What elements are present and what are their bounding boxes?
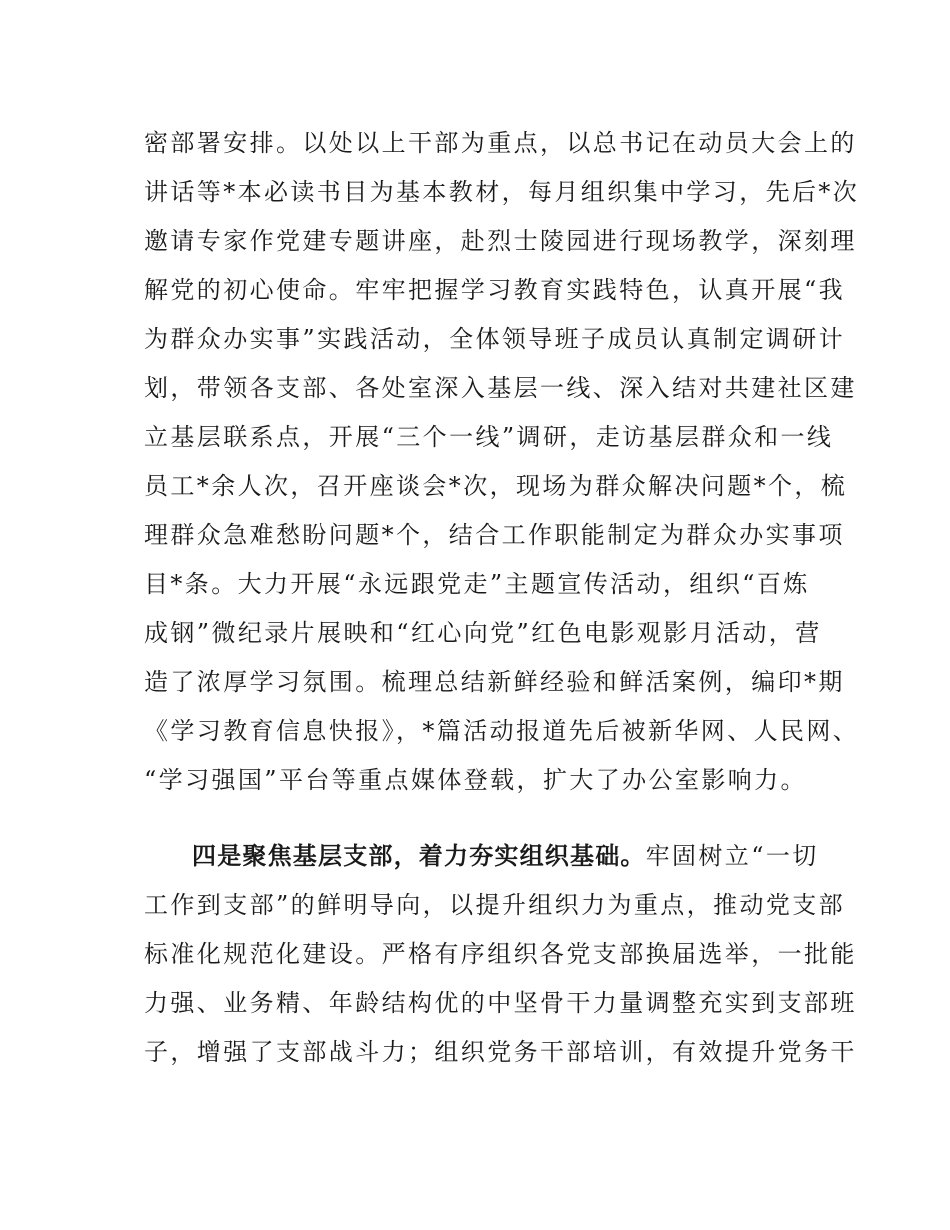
paragraph-line: 为群众办实事”实践活动，全体领导班子成员认真制定调研计	[144, 325, 846, 353]
paragraph-line: 成钢”微纪录片展映和“红心向党”红色电影观影月活动，营	[144, 619, 822, 647]
paragraph-line: 立基层联系点，开展“三个一线”调研，走访基层群众和一线	[144, 423, 834, 451]
paragraph-line: 标准化规范化建设。严格有序组织各党支部换届选举，一批能	[144, 940, 857, 968]
paragraph-line: 目*条。大力开展“永远跟党走”主题宣传活动，组织“百炼	[144, 570, 810, 598]
paragraph-line: 《学习教育信息快报》，*篇活动报道先后被新华网、人民网、	[144, 717, 860, 745]
paragraph-line: 密部署安排。以处以上干部为重点，以总书记在动员大会上的	[144, 129, 857, 157]
paragraph-line: 理群众急难愁盼问题*个，结合工作职能制定为群众办实事项	[144, 521, 845, 549]
paragraph-line: 邀请专家作党建专题讲座，赴烈士陵园进行现场教学，深刻理	[144, 227, 857, 255]
paragraph-line: 工作到支部”的鲜明导向，以提升组织力为重点，推动党支部	[144, 891, 846, 919]
paragraph-line: 员工*余人次，召开座谈会*次，现场为群众解决问题*个，梳	[144, 472, 848, 500]
paragraph-text: 牢固树立“一切	[645, 842, 819, 870]
paragraph-line: 解党的初心使命。牢牢把握学习教育实践特色，认真开展“我	[144, 276, 846, 304]
paragraph-first-line	[192, 836, 819, 876]
paragraph-line: “学习强国”平台等重点媒体登载，扩大了办公室影响力。	[144, 766, 807, 794]
section-heading: 四是聚焦基层支部，着力夯实组织基础。	[192, 842, 646, 870]
paragraph-line: 力强、业务精、年龄结构优的中坚骨干力量调整充实到支部班	[144, 989, 857, 1017]
paragraph-line: 划，带领各支部、各处室深入基层一线、深入结对共建社区建	[144, 374, 857, 402]
paragraph-line: 子，增强了支部战斗力；组织党务干部培训，有效提升党务干	[144, 1038, 857, 1066]
paragraph-line: 讲话等*本必读书目为基本教材，每月组织集中学习，先后*次	[144, 178, 860, 206]
paragraph-line: 造了浓厚学习氛围。梳理总结新鲜经验和鲜活案例，编印*期	[144, 668, 845, 696]
